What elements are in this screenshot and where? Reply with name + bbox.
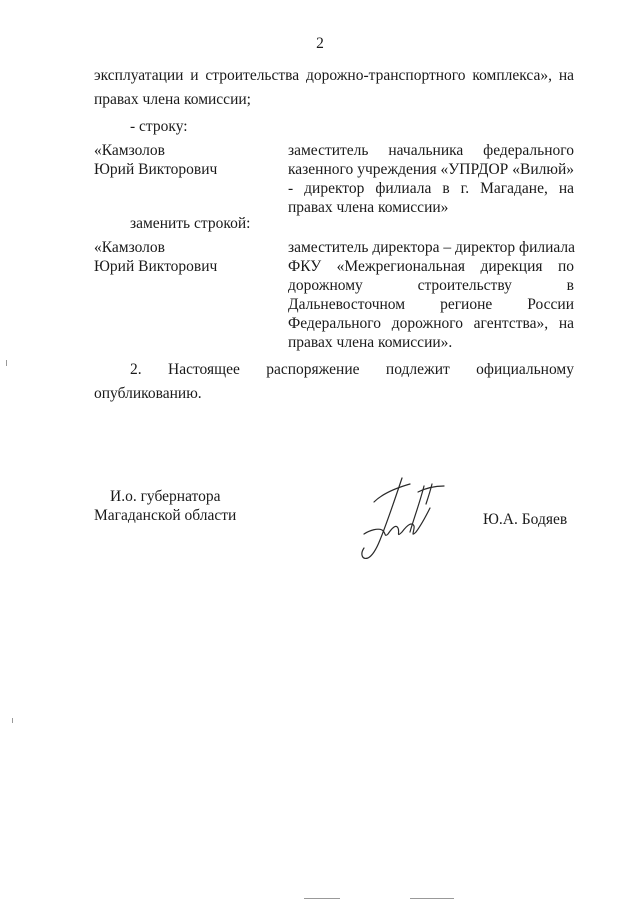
old-entry-position: [288, 141, 574, 217]
new-entry-position: [288, 238, 574, 352]
page-number: 2: [316, 35, 324, 52]
new-entry-position-line: правах члена комиссии».: [288, 334, 453, 351]
item-2-line-1: 2. Настоящее распоряжение подлежит официальному: [130, 361, 574, 378]
signatory-title-line-1: И.о. губернатора: [110, 488, 221, 505]
old-entry-position-line: заместитель начальника федерального: [288, 142, 574, 159]
scan-mark: [304, 898, 340, 899]
new-entry-position-line: дорожному строительству в: [288, 277, 574, 294]
old-entry-position-line: - директор филиала в г. Магадане, на: [288, 180, 574, 197]
new-entry-name: [94, 238, 217, 276]
old-entry-name: [94, 141, 217, 179]
signatory-title-line-2: Магаданской области: [94, 507, 237, 524]
old-entry-given-names: Юрий Викторович: [94, 161, 218, 178]
replace-with-label: заменить строкой:: [130, 215, 251, 232]
intro-line-1: эксплуатации и строительства дорожно-транспортного комплекса», на: [94, 67, 574, 84]
new-entry-position-line: ФКУ «Межрегиональная дирекция по: [288, 258, 574, 275]
new-entry-given-names: Юрий Викторович: [94, 258, 218, 275]
replace-line-label: - строку:: [130, 118, 188, 135]
new-entry-position-line: Дальневосточном регионе России: [288, 296, 574, 313]
scan-mark: [410, 898, 454, 899]
signatory-name: Ю.А. Бодяев: [483, 511, 568, 528]
new-entry-position-line: Федерального дорожного агентства», на: [288, 315, 574, 332]
intro-line-2: правах члена комиссии;: [94, 91, 251, 108]
handwritten-signature: [352, 472, 450, 562]
scan-mark: [6, 360, 7, 366]
old-entry-position-line: казенного учреждения «УПРДОР «Вилюй»: [288, 161, 574, 178]
old-entry-position-line: правах члена комиссии»: [288, 199, 449, 216]
old-entry-surname: «Камзолов: [94, 142, 165, 159]
scan-mark: [12, 718, 13, 723]
item-2-line-2: опубликованию.: [94, 385, 202, 402]
new-entry-position-line: заместитель директора – директор филиала: [288, 239, 576, 256]
new-entry-surname: «Камзолов: [94, 239, 165, 256]
signatory-title: [94, 487, 236, 525]
